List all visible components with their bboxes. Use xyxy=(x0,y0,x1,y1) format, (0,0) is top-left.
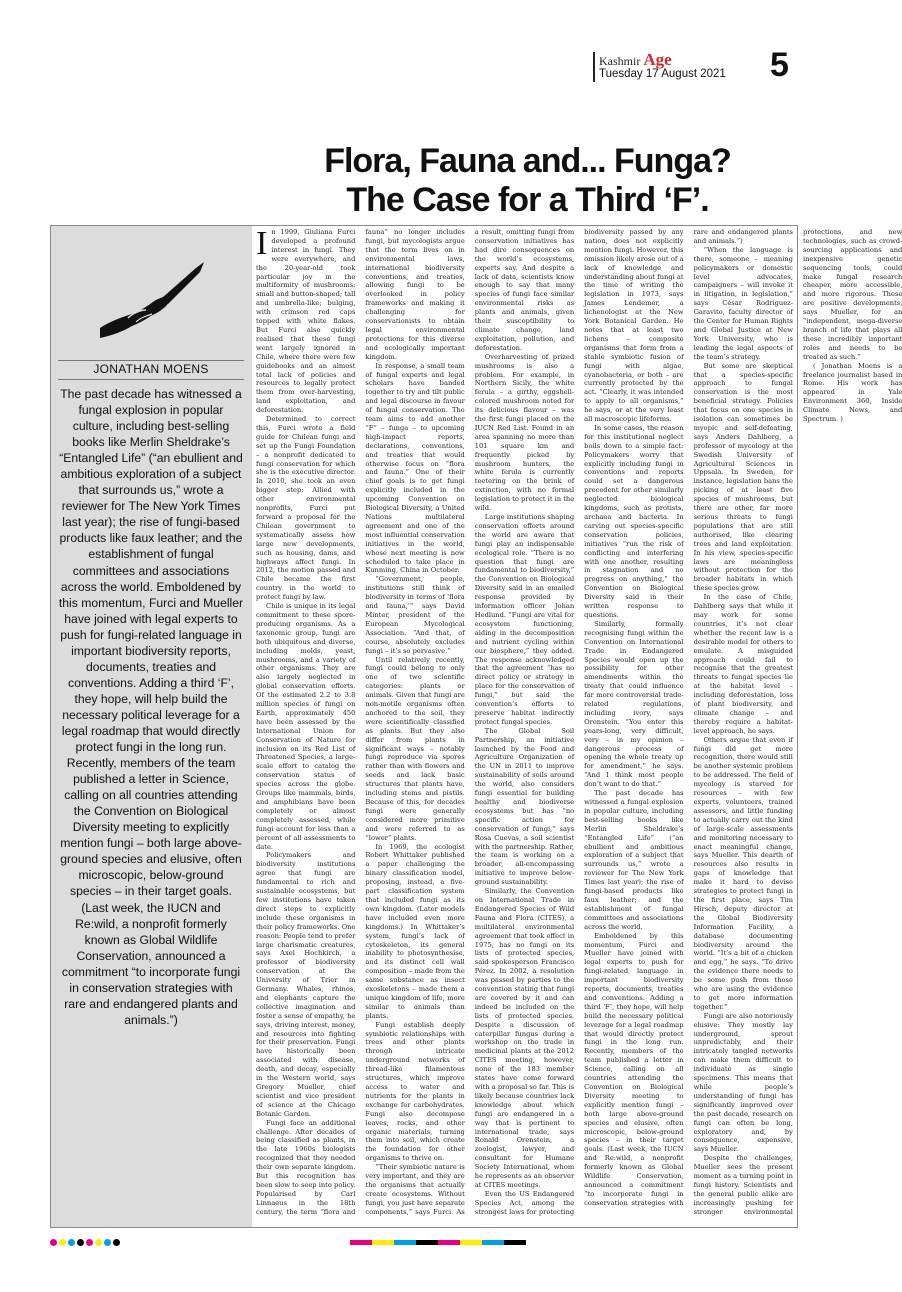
body-paragraph: “When the language is there, someone – meaning policymakers or domestic level advocates, campaigners – will invoke it in litigation, in legislation,” says César Rodríguez-Garavito, faculty director of the Center for Human Rights and Global Justice at New York University, who is leading the legal aspects of the team’s strategy. xyxy=(693,245,793,361)
body-paragraph: Despite the challenges, Mueller sees the present moment as a turning point in fungi history. Scientists and the general public alike are increasingly pushing for stronger environmental protections, and new technologies, such as crowd-sourcing applications and inexpensive genetic sequencing tools, could make fungal research cheaper, more accessible, and more rigorous. These are positive developments, says Mueller, for an “independent, mega-diverse branch of life that plays all these incredibly important roles and needs to be treated as such.” xyxy=(693,228,902,1216)
registration-dot xyxy=(50,1239,57,1246)
body-paragraph: In the case of Chile, Dahlberg says that while it may work for some countries, it’s not clear whether the recent law is a desirable model for others to emulate. A misguided approach could fail to recognise that the greatest threats to fungal species lie at the habitat level – including deforestation, loss of plant biodiversity, and climate change – and thereby require a habitat-level approach, he says. xyxy=(693,593,793,735)
body-paragraph: Emboldened by this momentum, Furci and Mueller have joined with legal experts to push for fungi-related language in important biodiversity reports, documents, treaties and conventions. Adding a third ‘F’, they hope, will help build the necessary political leverage for a legal roadmap that would directly protect fungi in the long run. Recently, members of the team published a letter in Science, calling on all countries attending the Convention on Biological Diversity meeting to explicitly mention fungi – both large above-ground species and elusive, often microscopic, below-ground species – in their target goals. (Last week, the IUCN and Re:wild, a nonprofit formerly known as Global Wildlife Conservation, announced a commitment “to incorporate fungi in conservation strategies with rare and endangered plants and animals.”) xyxy=(584,228,793,1207)
body-paragraph: Large institutions shaping conservation efforts around the world are aware that fungi play an indispensable ecological role. “There is no question that fungi are fundamental to biodiversity,” the Convention on Biological Diversity said in an emailed response provided by information officer Johan Hedlund. “Fungi are vital for ecosystem functioning, aiding in the decomposition and nutrient cycling within our biosphere,” they added. The response acknowledged that the agreement “has no direct policy or strategy in place for the conservation of fungi,” but said the convention’s efforts to preserve habitat indirectly protect fungal species. xyxy=(474,513,575,726)
body-paragraph: Determined to correct this, Furci wrote a field guide for Chilean fungi and set up the Fungi Foundation – a nonprofit dedicated to fungi conservation for which she is the executive director. In 2010, she took an even bigger step: Allied with other environmental nonprofits, Furci put forward a proposal for the Chilean government to systematically assess how large new developments, such as housing, dams, and highways affect fungi. In 2012, the motion passed and Chile became the first country in the world to protect fungi by law. xyxy=(256,415,356,602)
hand-with-pen-icon xyxy=(92,258,212,348)
registration-bar xyxy=(394,1240,416,1245)
issue-date: Tuesday 17 August 2021 xyxy=(599,68,726,80)
registration-bar xyxy=(416,1240,438,1245)
body-paragraph: “Their symbiotic nature is very important, and they are the organisms that actually create ecosystems. Without fungi, you just have separate components,” says Furci. As a result, omitting fungi from conservation initiatives has had dire consequences on the world’s ecosystems, experts say. And despite a lack of data, scientists know enough to say that many species of fungi face similar environmental risks as plants and animals, given their susceptibility to climate change, land exploitation, pollution, and deforestation. xyxy=(365,228,575,1216)
registration-dot xyxy=(104,1239,111,1246)
body-text: n 1999, Giuliana Furci developed a profound interest in fungi. They were everywhere, and the 20-year-old took particular joy in the multiformity of mushrooms: small and button-shaped; tall and umbrella-like; bulging, with crimson red caps topped with white flakes. But Furci also quickly realised that these fungi went largely ignored in Chile, where there were few guidebooks and an almost total lack of policies and resources to legally protect them from over-harvesting, land exploitation, and deforestation. xyxy=(256,228,356,415)
body-paragraph: In 1969, the ecologist Robert Whittaker published a paper challenging the binary classification model, proposing, instead, a five-part classification system that included fungi as its own kingdom. (Later models have included even more kingdoms.) In Whittaker’s system, fungi’s lack of cytoskeleton, its general inability to photosynthesise, and its distinct cell wall composition – made from the same substance as insect exoskeletons – made them a unique kingdom of life, more similar to animals than plants. xyxy=(365,842,465,1020)
article-body xyxy=(256,225,902,1224)
headline-line-2: The Case for a Third ‘F’. xyxy=(346,181,709,219)
author-byline: JONATHAN MOENS xyxy=(93,362,209,376)
registration-dot xyxy=(77,1239,84,1246)
registration-bar xyxy=(350,1240,372,1245)
registration-dots xyxy=(50,1239,120,1246)
body-paragraph: Fungi establish deeply symbiotic relationships with trees and other plants through intricate underground networks of thread-like filamentous structures, which improve access to water and nutrients for the plants in exchange for carbohydrates. Fungi also decompose leaves, rocks, and other organic materials, turning them into soil, which create the foundation for other organisms to thrive on. xyxy=(365,1020,465,1163)
body-paragraph: Fungi are also notoriously elusive: They mostly lay underground, sprout unpredictably, and their intricately tangled networks can make them difficult to individuate as single specimens. This means that while people’s understanding of fungi has significantly improved over the past decade, research on fungi can often be long, exploratory and, by consequence, expensive, says Mueller. xyxy=(693,1011,793,1154)
body-paragraph: But some are skeptical that a species-specific approach to fungal conservation is the most beneficial strategy. Policies that focus on one species in isolation can sometimes be myopic and self-defeating, says Anders Dahlberg, a professor of mycology at the Swedish University of Agricultural Sciences in Uppsala. In Sweden, for instance, legislation bans the picking of at least five species of mushrooms, but there are other, far more serious threats to fungi populations that are still authorised, like clearing trees and land exploitation. In his view, species-specific laws are meaningless without protection for the broader habitats in which these species grow. xyxy=(693,361,793,593)
body-paragraph: The Global Soil Partnership, an initiative launched by the Food and Agriculture Organization of the UN in 2011 to improve sustainability of soils around the world, also considers fungi essential for building healthy and biodiverse ecosystems but has “no specific action for conservation of fungi,” says Rosa Cuevas, a soil scientist with the partnership. Rather, the team is working on a broader, all-encompassing initiative to improve below-ground sustainability. xyxy=(474,726,575,887)
body-paragraph: Even the US Endangered Species Act, among the strongest laws for protecting biodiversity passed by any nation, does not explicitly mention fungi. However, this omission likely arose out of a lack of knowledge and understanding about fungi at the time of writing the legislation in 1973, says James Lendemer, a lichenologist at the New York Botanical Garden. He notes that at least two lichens – composite organisms that form from a stable symbiotic fusion of fungi with algae, cyanobacteria, or both – are currently protected by the act. “Clearly, it was intended to apply to all organisms,” he says, or at the very least all macroscopic lifeforms. xyxy=(474,228,684,1216)
body-paragraph: Overharvesting of prized mushrooms is also a problem. For example, in Northern Sicily, the white ferula – a girthy, eggshell-colored mushroom noted for its delicious flavour – was the first fungi placed on the IUCN Red List. Found in an area spanning no more than 101 square km and frequently picked by mushroom hunters, the white ferula is currently teetering on the brink of extinction, with no formal legislation to protect it in the wild. xyxy=(474,352,575,513)
body-paragraph: In response, a small team of fungal experts and legal scholars have banded together to try and tilt public and legal discourse in favour of fungal conservation. The team aims to add another “F” – funga – to upcoming high-impact reports, declarations, conventions, and treaties that would otherwise focus on “flora and fauna.” One of their chief goals is to get fungi explicitly included in the upcoming Convention on Biological Diversity, a United Nations multilateral agreement and one of the most influential conservation initiatives in the world, whose next meeting is now scheduled to take place in Kunming, China in October. xyxy=(365,361,465,575)
body-paragraph: Chile is unique in its legal commitment to these spore-producing organisms. As a taxonomic group, fungi are both ubiquitous and diverse, including molds, yeast, mushrooms, and a variety of other organisms. They are also largely neglected in global conservation efforts. Of the estimated 2.2 to 3.8 million species of fungi on Earth, approximately 450 have been assessed by the International Union for Conservation of Nature for inclusion on its Red List of Threatened Species, a large-scale effort to catalog the conservation status of species across the globe. Groups like mammals, birds, and amphibians have been completely or almost completely assessed, while fungi account for less than a percent of all assessments to date. xyxy=(256,602,356,851)
body-paragraph: Similarly, formally recognising fungi within the Convention on International Trade in Endangered Species would open up the possibility for other amendments within the treaty that could influence far more controversial trade-related regulations, including ivory, says Orenstein. “You enter this years-long, very difficult, very – in my opinion – dangerous process of opening the whole treaty up for amendment,” he says. “And I think most people don’t want to do that.” xyxy=(584,619,684,789)
body-paragraph: Others argue that even if fungi did get more recognition, there would still be another systemic problem to be addressed. The field of mycology is starved for resources – with few experts, volunteers, trained assessors, and little funding to actually carry out the kind of large-scale assessments and monitoring necessary to enact meaningful change, says Mueller. This dearth of resources also results in gaps of knowledge that make it hard to devise strategies to protect fungi in the first place, says Tim Hirsch, deputy director at the Global Biodiversity Information Facility, a database documenting biodiversity around the world. “It’s a bit of a chicken and egg,” he says. “To drive the evidence there needs to be some push from those who are using the evidence to get more information together.” xyxy=(693,735,793,1011)
brand-name: Kashmir xyxy=(599,54,641,68)
body-paragraph: The past decade has witnessed a fungal explosion in popular culture, including best-selling books like Merlin Sheldrake’s “Entangled Life” (“an ebullient and ambitious exploration of a subject that surrounds us,” wrote a reviewer for The New York Times last year); the rise of fungi-based products like faux leather; and the establishment of fungal committees and associations across the world. xyxy=(584,789,684,931)
body-paragraph: Policymakers and biodiversity institutions agree that fungi are fundamental to rich and sustainable ecosystems, but few institutions have taken direct steps to explicitly include these organisms in their policy frameworks. One reason: People tend to prefer large charismatic creatures, says Axel Hochkirch, a professor of biodiversity conservation at the University of Trier in Germany. Whales, rhinos, and elephants capture the collective imagination and foster a sense of empathy, he says, driving interest, money, and resources into fighting for their preservation. Fungi have historically been associated with disease, death, and decay, especially in the Western world, says Gregory Mueller, chief scientist and vice president of science at the Chicago Botanic Garden. xyxy=(256,851,356,1118)
registration-bar xyxy=(482,1240,504,1245)
author-rule-top xyxy=(58,360,244,361)
body-paragraph: Similarly, the Convention on International Trade in Endangered Species of Wild Fauna and Flora (CITES), a multilateral environmental agreement that took effect in 1975, has no fungi on its lists of protected species, said spokesperson Francisco Pérez. In 2002, a resolution was passed by parties to the convention stating that fungi are covered by it and can indeed be included on the lists of protected species. Despite a discussion of caterpillar fungus during a workshop on the trade in medicinal plants at the 2012 CITES meeting, however, none of the 183 member states have come forward with a proposal so far. This is likely because countries lack knowledge about which fungi are endangered in a way that is pertinent to international trade, says Ronald Orenstein, a zoologist, lawyer, and consultant for Humane Society International, whom he represents as an observer at CITES meetings. xyxy=(474,887,575,1189)
body-paragraph: ( Jonathan Moens is a freelance journalist based in Rome. His work has appeared in Yale Environment 360, Inside Climate News, and Spectrum. ) xyxy=(802,361,902,424)
author-rule-bottom xyxy=(58,379,244,380)
color-bars xyxy=(350,1240,526,1245)
drop-cap: I xyxy=(256,225,268,262)
registration-dot xyxy=(95,1239,102,1246)
registration-bar xyxy=(372,1240,394,1245)
standfirst: The past decade has witnessed a fungal explosion in popular culture, including best-selling books like Merlin Sheldrake’s “Entangled Life” (“an ebullient and ambitious exploration of a subject that surrounds us,” wrote a reviewer for The New York Times last year); the rise of fungi-based products like faux leather; and the establishment of fungal committees and associations across the world. Emboldened by this momentum, Furci and Mueller have joined with legal experts to push for fungi-related language in important biodiversity reports, documents, treaties and conventions. Adding a third ‘F’, they hope, will help build the necessary political leverage for a legal roadmap that would directly protect fungi in the long run. Recently, members of the team published a letter in Science, calling on all countries attending the Convention on Biological Diversity meeting to explicitly mention fungi – both large above-ground species and elusive, often microscopic, below-ground species – in their target goals. (Last week, the IUCN and Re:wild, a nonprofit formerly known as Global Wildlife Conservation, announced a commitment “to incorporate fungi in conservation strategies with rare and endangered plants and animals.”) xyxy=(58,387,244,1027)
body-paragraph: In some cases, the reason for this institutional neglect boils down to a simple fact: Policymakers worry that explicitly including fungi in conventions and reports could set a dangerous precedent for other similarly neglected biological kingdoms, such as protists, archaea and bacteria. In carving out species-specific conservation policies, initiatives “run the risk of conflicting and interfering with one another, resulting in stagnation and no progress on anything,” the Convention on Biological Diversity said in their written response to questions. xyxy=(584,423,684,619)
registration-bar xyxy=(460,1240,482,1245)
masthead-brand xyxy=(599,50,672,70)
headline xyxy=(255,142,800,220)
registration-dot xyxy=(59,1239,66,1246)
registration-bar xyxy=(504,1240,526,1245)
body-paragraph: “Government, people, institutions still think of biodiversity in terms of ‘flora and fauna,’” says David Minter, president of the European Mycological Association. “And that, of course, absolutely excludes fungi – it’s so pervasive.” xyxy=(365,575,465,655)
body-paragraph: Until relatively recently, fungi could belong to only one of two scientific categories: plants or animals. Given that fungi are non-motile organisms often anchored to the soil, they were scientifically classified as plants. But they also differ from plants in significant ways – notably fungi reproduce via spores rather than with flowers and seeds and lack basic structures that plants have, including stems and pistils. Because of this, for decades fungi were generally considered more primitive and were referred to as “lower” plants. xyxy=(365,655,465,842)
brand-accent: Age xyxy=(643,50,672,69)
registration-dot xyxy=(113,1239,120,1246)
body-paragraph xyxy=(256,225,356,415)
registration-dot xyxy=(68,1239,75,1246)
registration-dot xyxy=(86,1239,93,1246)
masthead xyxy=(593,50,798,84)
body-paragraph: Fungi face an additional challenge. After decades of being classified as plants, in the late 1960s biologists recognized that they needed their own separate kingdom. But this recognition has been slow to seep into policy. Popularised by Carl Linnaeus in the 18th century, the term “flora and fauna” no longer includes fungi, but mycologists argue that the term lives on in environmental laws, international biodiversity conventions, and treaties, allowing fungi to be overlooked in policy frameworks and making it challenging for conservationists to obtain legal environmental protections for this diverse and ecologically important kingdom. xyxy=(256,228,465,1216)
masthead-rule xyxy=(593,52,595,82)
headline-line-1: Flora, Fauna and... Funga? xyxy=(324,142,731,180)
registration-bar xyxy=(438,1240,460,1245)
page-number: 5 xyxy=(770,46,789,84)
